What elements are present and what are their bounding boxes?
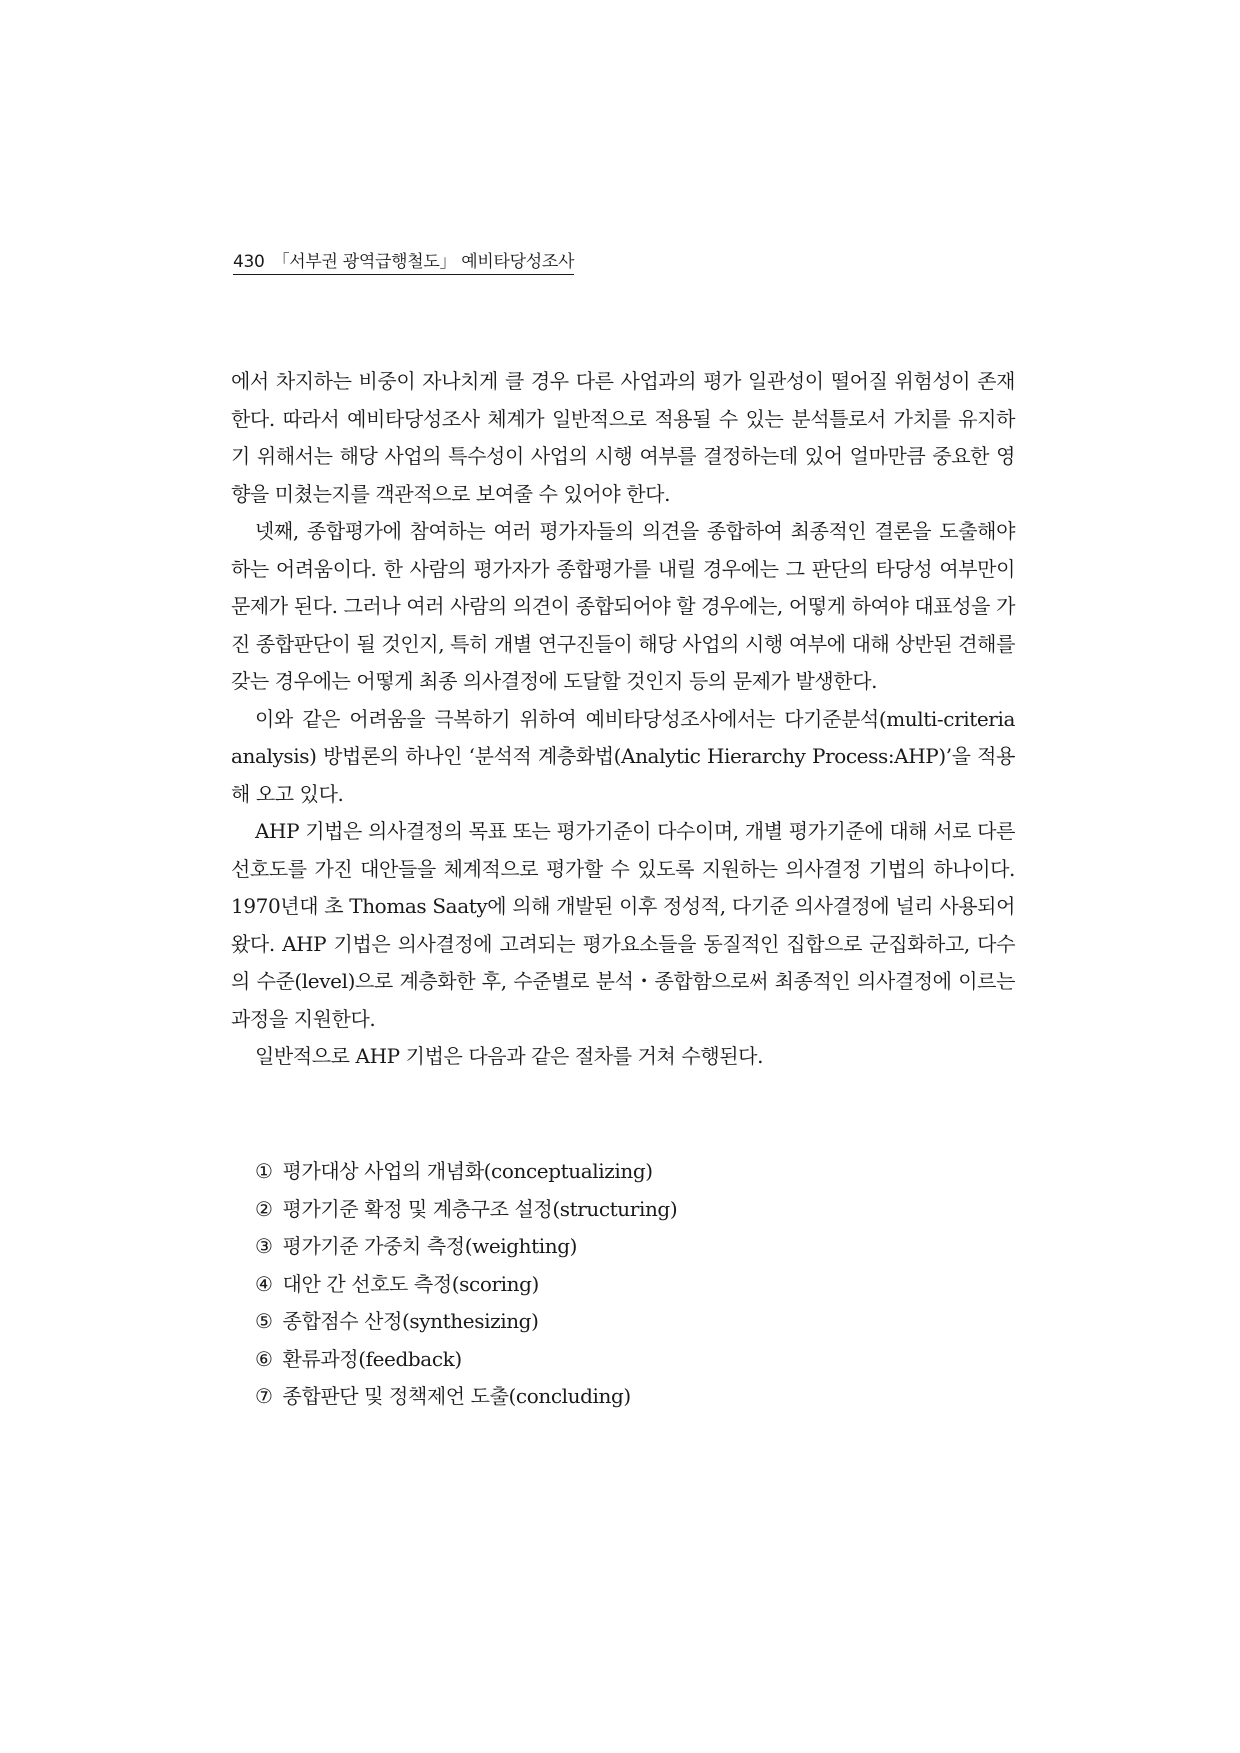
running-header — [233, 251, 574, 275]
list-marker: ④ — [255, 1271, 273, 1296]
list-item-text: 대안 간 선호도 측정(scoring) — [282, 1271, 539, 1296]
list-item — [255, 1341, 677, 1379]
list-item-text: 평가대상 사업의 개념화(conceptualizing) — [282, 1159, 653, 1183]
list-marker: ③ — [255, 1234, 273, 1258]
paragraph-ahp-adoption: 이와 같은 어려움을 극복하기 위하여 예비타당성조사에서는 다기준분석(multi-criteria analysis) 방법론의 하나인 ‘분석적 계층화법(Analytic Hierarchy Process:AHP)’을 적용해 오고 있다. — [231, 706, 1015, 806]
list-item — [255, 1303, 677, 1341]
paragraph-ahp-description: AHP 기법은 의사결정의 목표 또는 평가기준이 다수이며, 개별 평가기준에 대해 서로 다른 선호도를 가진 대안들을 체계적으로 평가할 수 있도록 지원하는 의사결정 기법의 하나이다. 1970년대 초 Thomas Saaty에 의해 개발된 이후 정성적, 다기준 의사결정에 널리 사용되어 왔다. AHP 기법은 의사결정에 고려되는 평가요소들을 동질적인 집합으로 군집화하고, 다수의 수준(level)으로 계층화한 후, 수준별로 분석・종합함으로써 최종적인 의사결정에 이르는 과정을 지원한다. — [231, 819, 1015, 1031]
list-marker: ⑦ — [255, 1384, 273, 1408]
list-item-text: 종합점수 산정(synthesizing) — [282, 1309, 539, 1333]
ahp-procedure-list — [255, 1153, 677, 1416]
list-item — [255, 1378, 677, 1416]
list-marker: ② — [255, 1196, 273, 1221]
list-item — [255, 1266, 677, 1304]
list-item-text: 종합판단 및 정책제언 도출(concluding) — [282, 1384, 631, 1408]
list-item — [255, 1191, 677, 1229]
page-number: 430 — [233, 252, 265, 272]
list-item — [255, 1153, 677, 1191]
list-item-text: 환류과정(feedback) — [282, 1346, 462, 1371]
list-item-text: 평가기준 가중치 측정(weighting) — [282, 1234, 578, 1258]
paragraph-ahp-procedure-intro: 일반적으로 AHP 기법은 다음과 같은 절차를 거쳐 수행된다. — [255, 1044, 764, 1068]
document-title: 「서부권 광역급행철도」 예비타당성조사 — [272, 252, 575, 272]
list-item-text: 평가기준 확정 및 계층구조 설정(structuring) — [282, 1196, 678, 1221]
body-text — [231, 363, 1015, 1076]
list-marker: ① — [255, 1159, 273, 1183]
list-item — [255, 1228, 677, 1266]
list-marker: ⑤ — [255, 1309, 273, 1333]
paragraph-fourth-difficulty: 넷째, 종합평가에 참여하는 여러 평가자들의 의견을 종합하여 최종적인 결론을 도출해야 하는 어려움이다. 한 사람의 평가자가 종합평가를 내릴 경우에는 그 판단의 타당성 여부만이 문제가 된다. 그러나 여러 사람의 의견이 종합되어야 할 경우에는, 어떻게 하여야 대표성을 가진 종합판단이 될 것인지, 특히 개별 연구진들이 해당 사업의 시행 여부에 대해 상반된 견해를 갖는 경우에는 어떻게 최종 의사결정에 도달할 것인지 등의 문제가 발생한다. — [231, 519, 1015, 693]
paragraph-continued: 에서 차지하는 비중이 자나치게 클 경우 다른 사업과의 평가 일관성이 떨어질 위험성이 존재한다. 따라서 예비타당성조사 체계가 일반적으로 적용될 수 있는 분석틀로서 가치를 유지하기 위해서는 해당 사업의 특수성이 사업의 시행 여부를 결정하는데 있어 얼마만큼 중요한 영향을 미쳤는지를 객관적으로 보여줄 수 있어야 한다. — [231, 369, 1015, 506]
list-marker: ⑥ — [255, 1346, 273, 1371]
